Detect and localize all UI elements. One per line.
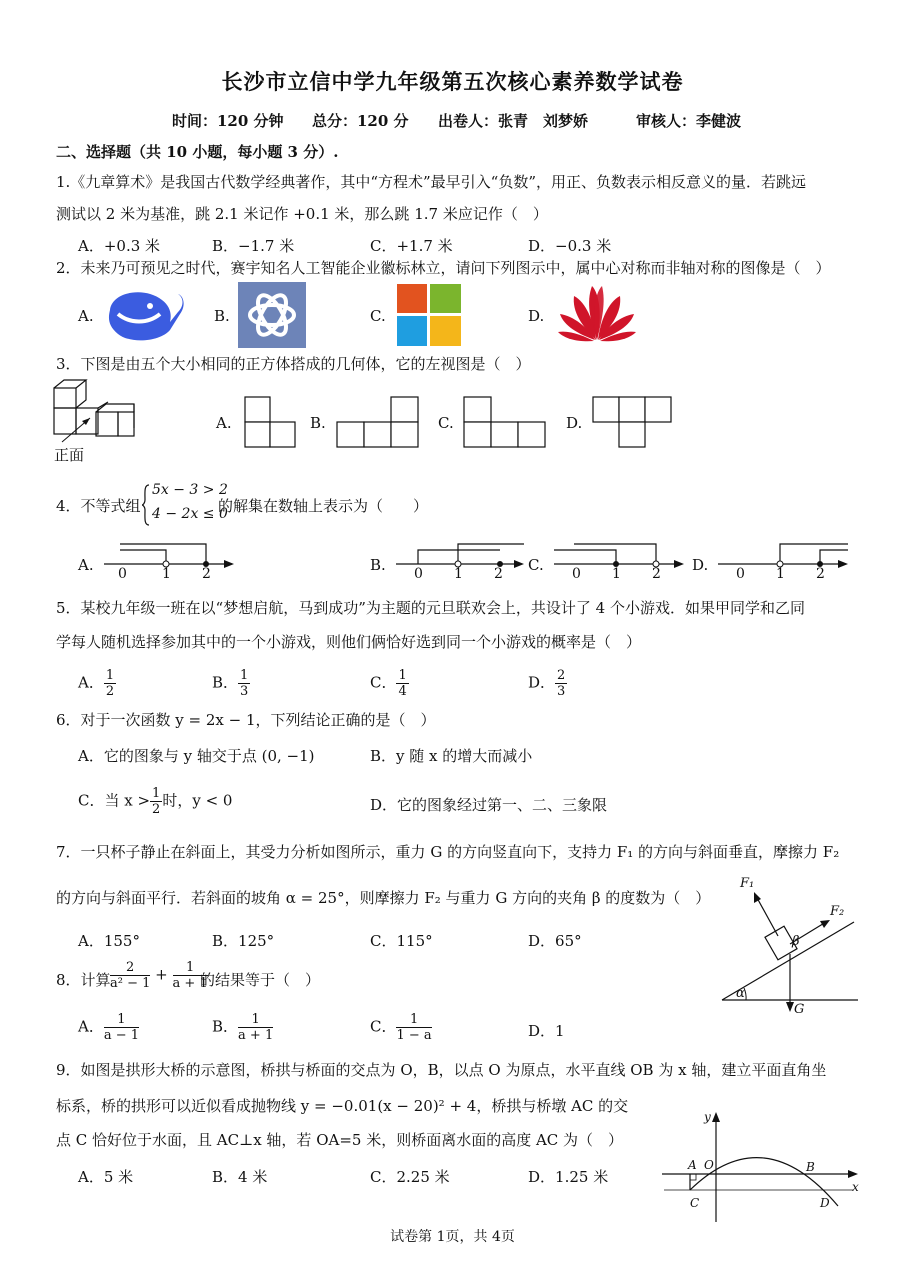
q2-label-b[interactable]: B. [214,307,230,325]
q3-label-b[interactable]: B. [310,414,326,432]
q5-d-den: 3 [557,684,566,699]
q4-a-tick-1: 1 [162,566,171,582]
q1-option-b[interactable]: B．−1.7 米 [212,237,295,255]
q6-text: 6．对于一次函数 y = 2x − 1，下列结论正确的是（ ） [56,711,436,729]
q5-b-num: 1 [240,668,249,683]
q5-c-den: 4 [398,684,407,699]
q2-label-c[interactable]: C. [370,307,386,325]
q7-option-d[interactable]: D．65° [528,932,582,950]
q9-line1: 9．如图是拱形大桥的示意图，桥拱与桥面的交点为 O，B，以点 O 为原点，水平直线 OB 为 x 轴，建立平面直角坐 [56,1061,827,1079]
q3-option-a-view[interactable] [244,396,298,448]
petal-logo-icon[interactable] [556,284,638,342]
bridge-b-label: B [806,1160,815,1174]
exam-reviewer: 审核人：李健波 [636,112,742,130]
q4-d-tick-1: 1 [776,566,785,582]
q8-b-label: B． [212,1017,239,1036]
q6-option-a[interactable]: A．它的图象与 y 轴交于点 (0, −1) [78,747,315,765]
q8-a-num: 1 [104,1012,139,1028]
q7-option-b[interactable]: B．125° [212,932,275,950]
knot-logo-icon[interactable] [238,282,306,348]
q4-brace [141,484,151,526]
q4-c-tick-2: 2 [652,566,661,582]
q4-d-tick-0: 0 [736,566,745,582]
q4-c-tick-1: 1 [612,566,621,582]
q8-b-den: a + 1 [238,1028,274,1043]
fig-f2-label: F₂ [830,904,845,919]
q6-c-pre: C．当 x > [78,791,151,810]
q8-plus: + [155,965,168,984]
fig-g-label: G [794,1002,805,1017]
q3-label-a[interactable]: A. [216,414,232,432]
exam-author: 出卷人：张青 刘梦娇 [438,112,589,130]
q8-t2-den: a + 1 [172,976,208,991]
q7-line1: 7．一只杯子静止在斜面上，其受力分析如图所示，重力 G 的方向竖直向下，支持力 F₁ 的方向与斜面垂直，摩擦力 F₂ [56,843,840,861]
page-footer: 试卷第 1页，共 4页 [390,1229,515,1245]
q8-a-label: A． [78,1017,104,1036]
exam-time: 时间：120 分钟 [172,112,284,130]
q3-text: 3．下图是由五个大小相同的正方体搭成的几何体，它的左视图是（ ） [56,355,531,373]
q6-option-c[interactable] [78,786,232,817]
q7-line2: 的方向与斜面平行．若斜面的坡角 α = 25°，则摩擦力 F₂ 与重力 G 方向的夹角 β 的度数为（ ） [56,889,711,907]
q4-b-tick-1: 1 [454,566,463,582]
q4-label-b[interactable]: B. [370,556,386,574]
q5-c-label: C． [370,673,397,692]
q8-option-d[interactable] [528,1020,565,1041]
q8-option-b[interactable] [212,1012,273,1043]
q5-d-num: 2 [557,668,566,683]
q8-prefix: 8．计算 [56,971,111,989]
q9-option-b[interactable]: B．4 米 [212,1168,268,1186]
section-heading: 二、选择题（共 10 小题，每小题 3 分）. [56,143,339,161]
q4-inequality-1: 5x − 3 > 2 [152,482,228,498]
q4-prefix: 4．不等式组 [56,497,141,515]
bridge-a-label: A [688,1158,697,1172]
q5-line2: 学每人随机选择参加其中的一个小游戏，则他们俩恰好选到同一个小游戏的概率是（ ） [56,633,642,651]
q8-expression [110,960,208,991]
fig-beta-label: β [792,934,800,949]
q9-option-c[interactable]: C．2.25 米 [370,1168,450,1186]
q4-a-tick-2: 2 [202,566,211,582]
q4-label-c[interactable]: C. [528,556,544,574]
q4-c-tick-0: 0 [572,566,581,582]
fig-f1-label: F₁ [740,876,755,891]
q5-option-c[interactable] [370,668,409,699]
q9-line2: 标系，桥的拱形可以近似看成抛物线 y = −0.01(x − 20)² + 4，桥拱与桥墩 AC 的交 [56,1097,629,1115]
q9-option-a[interactable]: A．5 米 [78,1168,134,1186]
q5-c-num: 1 [398,668,407,683]
windows-logo-icon[interactable] [397,284,461,346]
q5-option-a[interactable] [78,668,116,699]
q1-option-c[interactable]: C．+1.7 米 [370,237,453,255]
q1-line1: 1.《九章算术》是我国古代数学经典著作，其中“方程术”最早引入“负数”，用正、负数表示相反意义的量．若跳远 [56,173,806,191]
q8-option-c[interactable] [370,1012,432,1043]
q1-option-a[interactable]: A．+0.3 米 [78,237,161,255]
q5-a-den: 2 [105,684,115,699]
q5-option-d[interactable] [528,668,567,699]
q8-option-a[interactable] [78,1012,139,1043]
bridge-o-label: O [704,1158,714,1172]
q2-text: 2．未来乃可预见之时代，赛宇知名人工智能企业徽标林立，请问下列图示中，属中心对称而非轴对称的图像是（ ） [56,259,831,277]
q6-option-d[interactable]: D．它的图象经过第一、二、三象限 [370,796,608,814]
q7-option-c[interactable]: C．115° [370,932,433,950]
exam-score: 总分：120 分 [312,112,409,130]
q2-label-a[interactable]: A. [78,307,94,325]
q8-d-value: 1 [555,1022,565,1040]
front-arrow [60,412,100,446]
q3-option-d-view[interactable] [592,396,674,448]
q4-d-tick-2: 2 [816,566,825,582]
q5-a-label: A． [78,673,104,692]
q8-t2-num: 1 [173,960,208,976]
q4-inequality-2: 4 − 2x ≤ 0 [152,506,228,522]
q5-line1: 5．某校九年级一班在以“梦想启航，马到成功”为主题的元旦联欢会上，共设计了 4 个小游戏．如果甲同学和乙同 [56,599,805,617]
q3-option-b-view[interactable] [336,396,420,448]
bridge-y-label: y [704,1110,711,1124]
q9-line3: 点 C 恰好位于水面，且 AC⊥x 轴，若 OA=5 米，则桥面离水面的高度 AC 为（ ） [56,1131,624,1149]
bridge-d-label: D [820,1196,830,1210]
q2-label-d[interactable]: D. [528,307,545,325]
bridge-c-label: C [690,1196,700,1210]
q8-c-den: 1 − a [396,1028,432,1043]
q8-t1-num: 2 [110,960,150,976]
q8-c-label: C． [370,1017,397,1036]
q4-label-d[interactable]: D. [692,556,709,574]
q8-t1-den: a² − 1 [110,976,151,991]
q8-c-num: 1 [396,1012,431,1028]
q6-c-num: 1 [152,786,161,801]
q3-label-c[interactable]: C. [438,414,454,432]
page-title: 长沙市立信中学九年级第五次核心素养数学试卷 [221,69,684,94]
q1-line2: 测试以 2 米为基准，跳 2.1 米记作 +0.1 米，那么跳 1.7 米应记作（ ） [56,205,548,223]
q3-option-c-view[interactable] [463,396,547,448]
q4-suffix: 的解集在数轴上表示为（ ） [218,497,429,515]
q5-b-den: 3 [240,684,249,699]
q8-suffix: 的结果等于（ ） [200,971,321,989]
q8-b-num: 1 [238,1012,273,1028]
q1-option-d[interactable]: D．−0.3 米 [528,237,612,255]
bridge-x-label: x [852,1180,859,1194]
q6-c-post: 时，y < 0 [162,791,233,810]
q4-b-tick-0: 0 [414,566,423,582]
q4-b-tick-2: 2 [494,566,503,582]
q5-d-label: D． [528,673,556,692]
whale-logo-icon[interactable] [104,284,184,346]
q4-a-tick-0: 0 [118,566,127,582]
q8-a-den: a − 1 [103,1028,140,1043]
q4-label-a[interactable]: A. [78,556,94,574]
q7-option-a[interactable]: A．155° [78,932,140,950]
q3-label-d[interactable]: D. [566,414,583,432]
front-label: 正面 [54,446,85,464]
q6-option-b[interactable]: B．y 随 x 的增大而减小 [370,747,533,765]
q8-d-label: D． [528,1022,556,1040]
q5-option-b[interactable] [212,668,250,699]
fig-alpha-label: α [736,986,745,1001]
q5-a-num: 1 [105,668,115,683]
q6-c-den: 2 [152,802,161,817]
q9-option-d[interactable]: D．1.25 米 [528,1168,609,1186]
q5-b-label: B． [212,673,239,692]
